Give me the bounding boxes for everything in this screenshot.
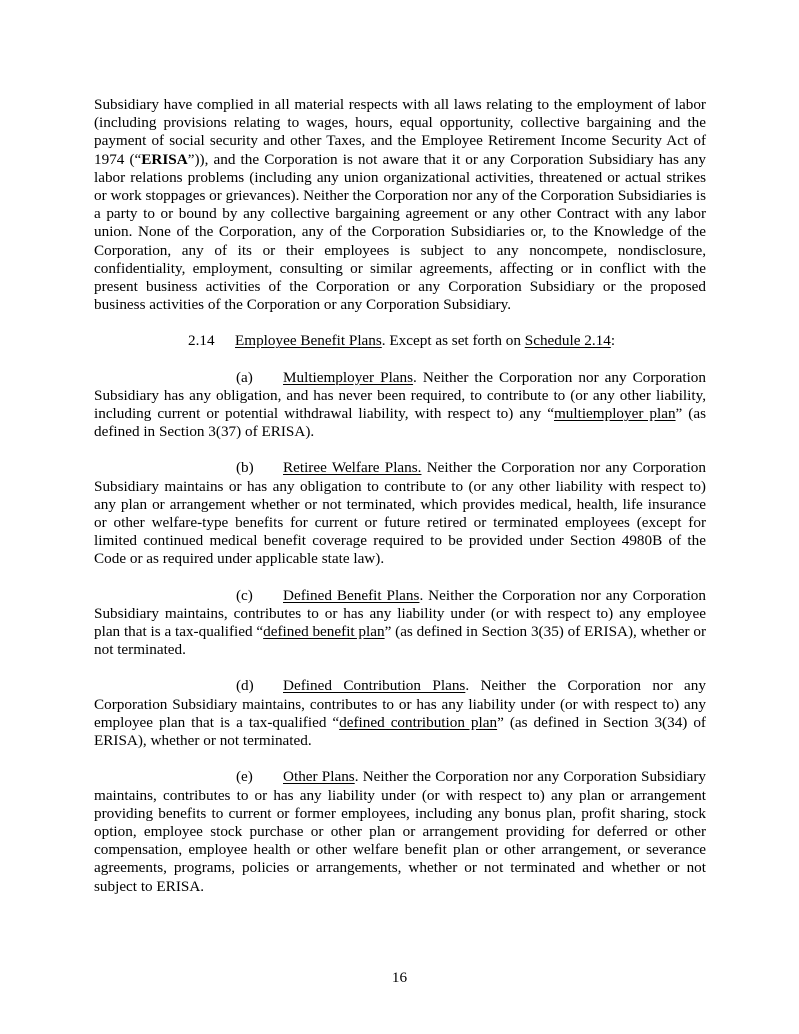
subsection-text: ” (as defined in Section 3(37) of ERISA). [94, 405, 706, 441]
labor-compliance-paragraph [94, 96, 706, 314]
subsection-text: ” (as defined in Section 3(34) of ERISA), whether or not terminated. [94, 713, 706, 750]
defined-term: defined benefit plan [263, 623, 385, 641]
subsection-title: Defined Contribution Plans [283, 677, 466, 695]
subsection-text: ” (as defined in Section 3(35) of ERISA), whether or not terminated. [94, 623, 706, 659]
schedule-reference: Schedule 2.14 [524, 332, 611, 350]
defined-term: defined contribution plan [339, 713, 498, 731]
subsection-title: Retiree Welfare Plans. [283, 459, 422, 477]
section-title: Employee Benefit Plans [235, 332, 382, 350]
subsection-text: . Neither the Corporation nor any Corporation Subsidiary maintains, contributes to or has any liability under (or with respect to) any plan or arrangement providing benefits to current or former employees, including any bonus plan, profit sharing, stock option, employee stock purchase or other plan or arrangement providing for deferred or other compensation, employee health or other welfare benefit plan or other arrangement, or severance agreements, programs, policies or arrangements, whether or not terminated and whether or not subject to ERISA. [94, 768, 706, 895]
section-number: 2.14 [188, 332, 215, 350]
subsection-title: Multiemployer Plans [283, 368, 414, 386]
section-intro-end: : [610, 332, 616, 350]
subsection-letter: (a) [236, 368, 253, 386]
subsection-a [94, 369, 706, 442]
erisa-defined-term: ERISA [141, 150, 188, 168]
subsection-title: Defined Benefit Plans [283, 586, 420, 604]
subsection-letter: (e) [236, 768, 253, 786]
paragraph-text: ”)), and the Corporation is not aware that it or any Corporation Subsidiary has any labor relations problems (including any union organizational activities, threatened or actual strikes or work stoppages or grievances). Neither the Corporation nor any of the Corporation Subsidiaries is a party to or bound by any collective bargaining agreement or any other Contract with any labor union. None of the Corporation, any of the Corporation Subsidiaries or, to the Knowledge of the Corporation, any of its or their employees is subject to any noncompete, nondisclosure, confidentiality, employment, consulting or similar agreements, affecting or in conflict with the present business activities of the Corporation or any Corporation Subsidiary or the proposed business activities of the Corporation or any Corporation Subsidiary. [94, 150, 706, 314]
subsection-letter: (c) [236, 586, 253, 604]
subsection-text: . Neither the Corporation nor any Corporation Subsidiary maintains, contributes to or has any liability under (or with respect to) any employee plan that is a tax-qualified “ [94, 586, 706, 641]
subsection-letter: (b) [236, 459, 254, 477]
subsection-d [94, 677, 706, 750]
subsection-e [94, 768, 706, 895]
subsection-c [94, 587, 706, 660]
subsection-b [94, 459, 706, 568]
section-intro: . Except as set forth on [381, 332, 525, 350]
subsection-letter: (d) [236, 677, 254, 695]
paragraph-text: Subsidiary have complied in all material respects with all laws relating to the employment of labor (including provisions relating to wages, hours, equal opportunity, collective bargaining and the payment of social security and other Taxes, and the Employee Retirement Income Security Act of 1974 (“ [94, 96, 706, 168]
defined-term: multiemployer plan [553, 405, 676, 423]
document-body [94, 96, 706, 914]
subsection-title: Other Plans [283, 768, 355, 786]
section-heading [94, 332, 706, 350]
page-number: 16 [391, 969, 408, 986]
subsection-text: . Neither the Corporation nor any Corporation Subsidiary maintains, contributes to or has any liability under (or with respect to) any employee plan that is a tax-qualified “ [94, 677, 706, 731]
subsection-text: . Neither the Corporation nor any Corporation Subsidiary has any obligation, and has never been required, to contribute to (or any other liability, including current or potential withdrawal liability, with respect to) any “ [94, 368, 706, 423]
subsection-text: Neither the Corporation nor any Corporation Subsidiary maintains or has any obligation to contribute to (or any other liability with respect to) any plan or arrangement whether or not terminated, which provides medical, health, life insurance or other welfare-type benefits for current or future retired or terminated employees (except for limited continued medical benefit coverage required to be provided under Section 4980B of the Code or as required under applicable state law). [94, 459, 706, 568]
